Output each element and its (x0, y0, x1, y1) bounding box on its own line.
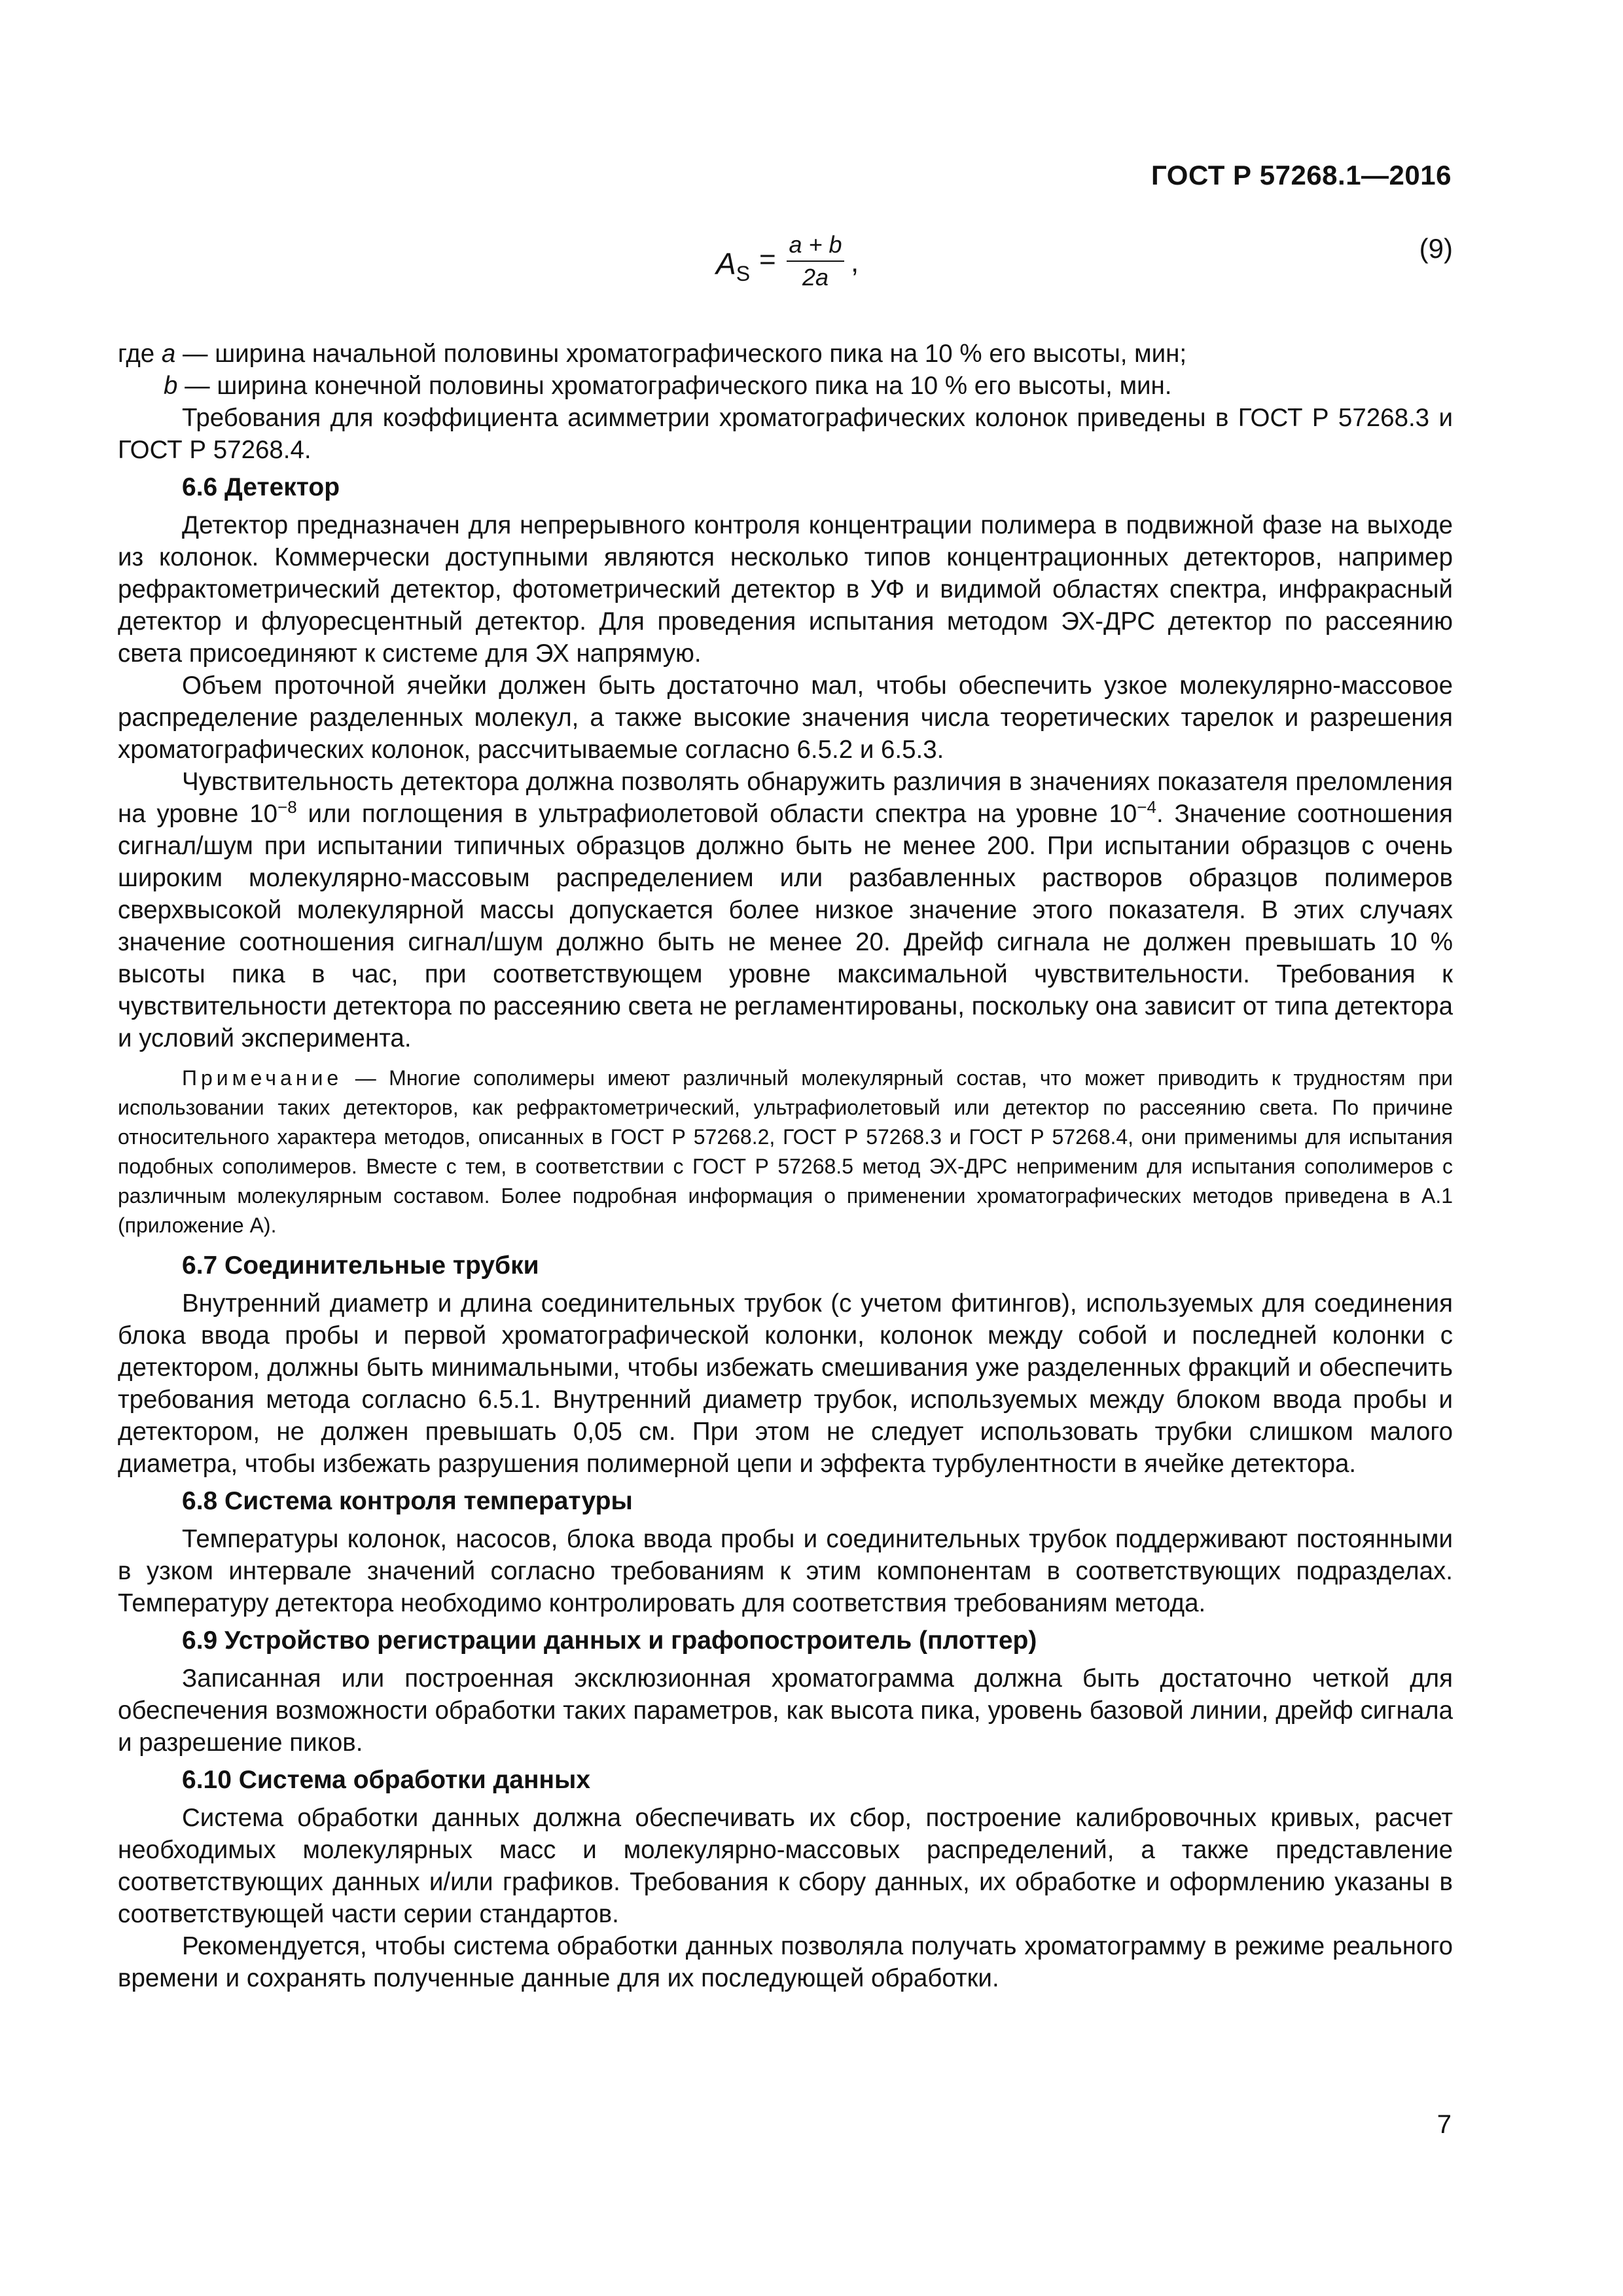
section-6-10-paragraph: Система обработки данных должна обеспечивать их сбор, построение калибровочных кривых, расчет необходимых молекулярных масс и молекулярно-массовых распределений, а также представление соответствующих данных и/или графиков. Требования к сбору данных, их обработке и оформлению указаны в соответствующей части серии стандартов. (118, 1804, 1453, 1928)
section-6-9-paragraph: Записанная или построенная эксклюзионная хроматограмма должна быть достаточно четкой для обеспечения возможности обработки таких параметров, как высота пика, уровень базовой линии, дрейф сигнала и разрешение пиков. (118, 1664, 1453, 1757)
section-6-9-heading: 6.9 Устройство регистрации данных и графопостроитель (плоттер) (182, 1626, 1037, 1655)
superscript: −8 (277, 797, 297, 817)
definition-a: где a — ширина начальной половины хроматографического пика на 10 % его высоты, мин; (118, 340, 1187, 368)
document-body (118, 338, 1453, 1994)
fraction-bar (787, 260, 844, 262)
formula-lhs-subscript: S (736, 262, 751, 285)
section-6-6-paragraph: Объем проточной ячейки должен быть достаточно мал, чтобы обеспечить узкое молекулярно-массовое распределение разделенных молекул, а также высокие значения числа теоретических тарелок и разрешения хроматографических колонок, рассчитываемые согласно 6.5.2 и 6.5.3. (118, 672, 1453, 764)
superscript: −4 (1137, 797, 1156, 817)
formula-numerator: a + b (789, 231, 842, 258)
note: Примечание — Многие сополимеры имеют различный молекулярный состав, что может приводить к трудностям при использовании таких детекторов, как рефрактометрический, ультрафиолетовый или детектор по рассеянию света. По причине относительного характера методов, описанных в ГОСТ Р 57268.2, ГОСТ Р 57268.3 и ГОСТ Р 57268.4, они применимы для испытания подобных сополимеров. Вместе с тем, в соответствии с ГОСТ Р 57268.5 метод ЭХ-ДРС неприменим для испытания сополимеров с различным молекулярным составом. Более подробная информация о применении хроматографических методов приведена в А.1 (приложение А). (118, 1066, 1453, 1237)
section-6-10-heading: 6.10 Система обработки данных (182, 1766, 591, 1794)
formula-denominator: 2a (802, 264, 829, 291)
formula-number: (9) (1419, 233, 1453, 264)
asymmetry-requirement: Требования для коэффициента асимметрии хроматографических колонок приведены в ГОСТ Р 57268.3 и ГОСТ Р 57268.4. (118, 404, 1453, 464)
note-label: Примечание (182, 1066, 343, 1090)
section-6-7-paragraph: Внутренний диаметр и длина соединительных трубок (с учетом фитингов), используемых для соединения блока ввода пробы и первой хроматографической колонки, колонок между собой и последней колонки с детектором, должны быть минимальными, чтобы избежать смешивания уже разделенных фракций и обеспечить требования метода согласно 6.5.1. Внутренний диаметр трубок, используемых между блоком ввода пробы и детектором, не должен превышать 0,05 см. При этом не следует использовать трубки слишком малого диаметра, чтобы избежать разрушения полимерной цепи и эффекта турбулентности в ячейке детектора. (118, 1289, 1453, 1478)
formula-equals: = (759, 243, 776, 276)
section-6-10-paragraph: Рекомендуется, чтобы система обработки данных позволяла получать хроматограмму в режиме реального времени и сохранять полученные данные для их последующей обработки. (118, 1932, 1453, 1992)
formula-lhs: $A_S$ (716, 247, 751, 285)
page-number: 7 (1436, 2110, 1452, 2139)
section-6-6-heading: 6.6 Детектор (182, 473, 340, 501)
document-code: ГОСТ Р 57268.1—2016 (1151, 160, 1452, 190)
section-6-8-paragraph: Температуры колонок, насосов, блока ввода пробы и соединительных трубок поддерживают постоянными в узком интервале значений согласно требованиям к этим компонентам в соответствующих подразделах. Температуру детектора необходимо контролировать для соответствия требованиям метода. (118, 1525, 1453, 1617)
formula-9 (654, 230, 1453, 296)
section-6-7-heading: 6.7 Соединительные трубки (182, 1251, 539, 1280)
definition-b: b — ширина конечной половины хроматографического пика на 10 % его высоты, мин. (164, 372, 1172, 400)
section-6-8-heading: 6.8 Система контроля температуры (182, 1487, 633, 1515)
formula-fraction (783, 230, 848, 292)
section-6-6-paragraph: Чувствительность детектора должна позволять обнаружить различия в значениях показателя преломления на уровне $10^{-8}$ или поглощения в ультрафиолетовой области спектра на уровне $10^{-4}$. Значение соотношения сигнал/шум при испытании типичных образцов должно быть не менее 200. При испытании образцов с очень широким молекулярно-массовым распределением или разбавленных растворов образцов полимеров сверхвысокой молекулярной массы допускается более низкое значение этого показателя. В этих случаях значение соотношения сигнал/шум должно быть не менее 20. Дрейф сигнала не должен превышать 10 % высоты пика в час, при соответствующем уровне максимальной чувствительности. Требования к чувствительности детектора по рассеянию света не регламентированы, поскольку она зависит от типа детектора и условий эксперимента. (118, 768, 1453, 1052)
section-6-6-paragraph: Детектор предназначен для непрерывного контроля концентрации полимера в подвижной фазе на выходе из колонок. Коммерчески доступными являются несколько типов концентрационных детекторов, например рефрактометрический детектор, фотометрический детектор в УФ и видимой областях спектра, инфракрасный детектор и флуоресцентный детектор. Для проведения испытания методом ЭХ-ДРС детектор по рассеянию света присоединяют к системе для ЭХ напрямую. (118, 511, 1453, 668)
formula-comma: , (851, 246, 859, 278)
